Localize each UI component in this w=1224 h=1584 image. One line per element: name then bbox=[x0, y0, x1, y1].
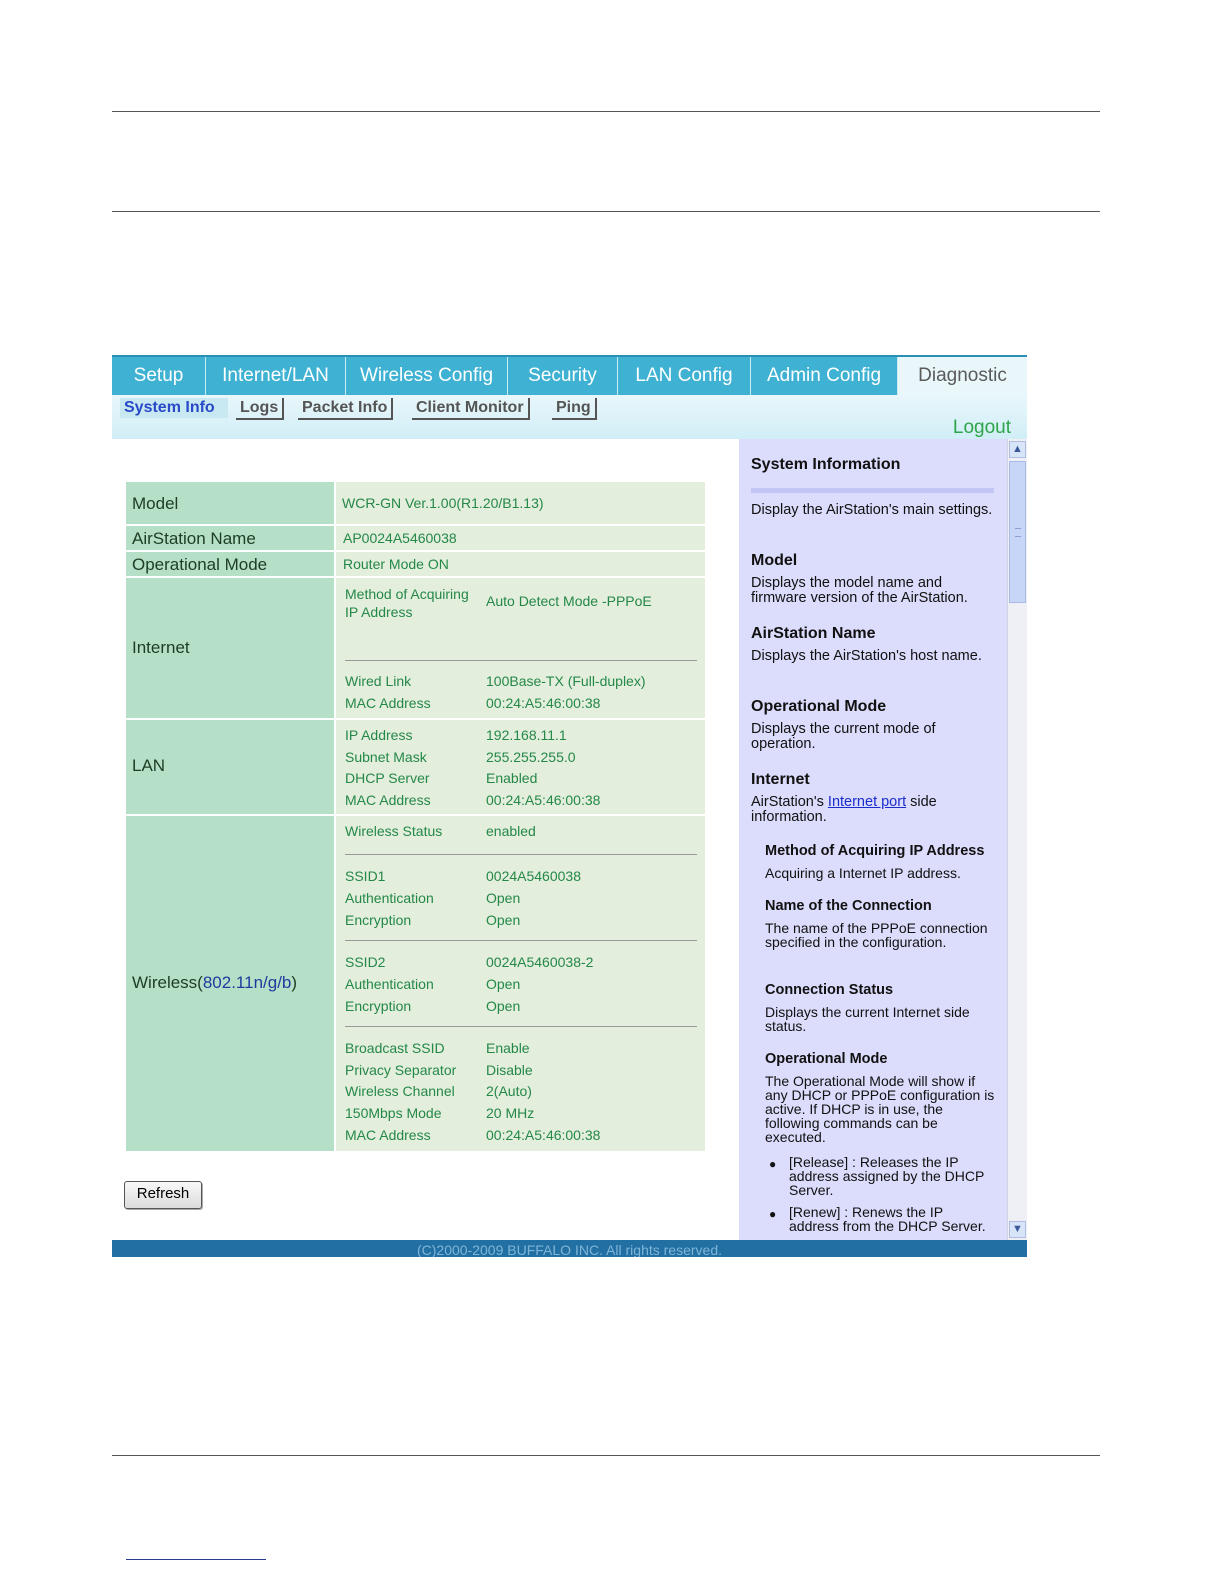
airstation-name-value: AP0024A5460038 bbox=[343, 530, 457, 546]
lan-dhcp-label: DHCP Server bbox=[345, 770, 430, 786]
airstation-name-value-cell bbox=[336, 526, 705, 550]
ssid1-auth-label: Authentication bbox=[345, 890, 434, 906]
operational-mode-label-cell bbox=[126, 552, 334, 576]
help-opmode-text: The Operational Mode will show if any DHCP or PPPoE configuration is active. If DHCP is in use, the following commands can be executed. bbox=[765, 1073, 995, 1145]
help-title: System Information bbox=[751, 456, 901, 473]
header-rule-top bbox=[112, 111, 1100, 112]
copyright-footer: (C)2000-2009 BUFFALO INC. All rights reserved. bbox=[112, 1240, 1027, 1257]
wireless-mac-value: 00:24:A5:46:00:38 bbox=[486, 1127, 601, 1143]
internet-label: Internet bbox=[132, 638, 190, 657]
wireless-label: Wireless(802.11n/g/b) bbox=[132, 973, 298, 992]
lan-mac-label: MAC Address bbox=[345, 792, 431, 808]
tab-admin-config[interactable]: Admin Config bbox=[751, 357, 898, 395]
ssid1-label: SSID1 bbox=[345, 868, 386, 884]
help-model-heading: Model bbox=[751, 552, 798, 569]
method-label: Method of Acquiring IP Address bbox=[345, 586, 469, 620]
help-renew-text: [Renew] : Renews the IP address from the DHCP Server. bbox=[789, 1204, 986, 1234]
ssid2-label: SSID2 bbox=[345, 954, 386, 970]
operational-mode-value-cell bbox=[336, 552, 705, 576]
airstation-name-label: AirStation Name bbox=[132, 529, 256, 548]
help-connection-name-text: The name of the PPPoE connection specified in the configuration. bbox=[765, 920, 988, 950]
ssid2-auth-label: Authentication bbox=[345, 976, 434, 992]
help-airstation-name-heading: AirStation Name bbox=[751, 625, 876, 642]
help-connection-name-heading: Name of the Connection bbox=[765, 898, 932, 914]
system-info-panel bbox=[112, 439, 739, 1257]
help-internet-text: AirStation's Internet port side information. bbox=[751, 794, 937, 825]
lan-ip-value: 192.168.11.1 bbox=[486, 727, 567, 743]
help-airstation-name-text: Displays the AirStation's host name. bbox=[751, 648, 982, 664]
mode-150mbps-value: 20 MHz bbox=[486, 1105, 535, 1121]
help-opmode-heading: Operational Mode bbox=[765, 1051, 888, 1067]
logout-link[interactable]: Logout bbox=[952, 417, 1011, 438]
help-title-divider bbox=[751, 488, 994, 493]
tab-wireless-config[interactable]: Wireless Config bbox=[346, 357, 508, 395]
ssid2-value: 0024A5460038-2 bbox=[486, 954, 594, 970]
internet-mac-label: MAC Address bbox=[345, 695, 431, 711]
lan-label: LAN bbox=[132, 756, 166, 775]
wireless-channel-label: Wireless Channel bbox=[345, 1083, 455, 1099]
subtab-logs[interactable]: Logs bbox=[236, 398, 284, 420]
ssid1-auth-value: Open bbox=[486, 890, 521, 906]
help-model-text: Displays the model name and firmware version of the AirStation. bbox=[751, 575, 968, 606]
router-web-ui-screenshot bbox=[112, 355, 1027, 1257]
model-label: Model bbox=[132, 494, 179, 513]
wireless-standard: 802.11n/g/b bbox=[202, 973, 292, 992]
lan-dhcp-value: Enabled bbox=[486, 770, 538, 786]
subtab-system-info[interactable]: System Info bbox=[120, 398, 228, 418]
lan-mac-value: 00:24:A5:46:00:38 bbox=[486, 792, 601, 808]
airstation-name-label-cell bbox=[126, 526, 334, 550]
wireless-divider-2 bbox=[345, 940, 697, 941]
subtab-packet-info[interactable]: Packet Info bbox=[298, 398, 393, 420]
scroll-down-icon[interactable]: ▼ bbox=[1009, 1221, 1026, 1238]
wireless-mac-label: MAC Address bbox=[345, 1127, 431, 1143]
privacy-separator-label: Privacy Separator bbox=[345, 1062, 457, 1078]
help-internet-heading: Internet bbox=[751, 771, 810, 788]
help-scrollbar[interactable] bbox=[1007, 439, 1027, 1240]
wireless-value-cell bbox=[336, 816, 705, 1151]
ssid1-value: 0024A5460038 bbox=[486, 868, 581, 884]
broadcast-ssid-label: Broadcast SSID bbox=[345, 1040, 445, 1056]
internet-divider bbox=[345, 660, 697, 661]
help-method-heading: Method of Acquiring IP Address bbox=[765, 843, 985, 859]
operational-mode-value: Router Mode ON bbox=[343, 556, 449, 572]
lan-subnet-label: Subnet Mask bbox=[345, 749, 427, 765]
help-connection-status-text: Displays the current Internet side status. bbox=[765, 1004, 970, 1034]
lan-label-cell bbox=[126, 720, 334, 814]
ssid2-enc-value: Open bbox=[486, 998, 521, 1014]
help-operational-mode-text: Displays the current mode of operation. bbox=[751, 721, 936, 752]
wireless-status-value: enabled bbox=[486, 823, 536, 839]
footer-rule bbox=[112, 1455, 1100, 1456]
broadcast-ssid-value: Enable bbox=[486, 1040, 530, 1056]
tab-internet-lan[interactable]: Internet/LAN bbox=[206, 357, 346, 395]
help-panel bbox=[739, 439, 1007, 1240]
help-method-text: Acquiring a Internet IP address. bbox=[765, 865, 961, 881]
help-release-text: [Release] : Releases the IP address assigned by the DHCP Server. bbox=[789, 1154, 985, 1198]
bullet-icon: ● bbox=[769, 1207, 777, 1221]
lan-value-cell bbox=[336, 720, 705, 814]
scroll-thumb[interactable] bbox=[1009, 461, 1026, 603]
tab-diagnostic[interactable]: Diagnostic bbox=[898, 357, 1027, 395]
model-value: WCR-GN Ver.1.00(R1.20/B1.13) bbox=[342, 495, 544, 511]
scroll-up-icon[interactable]: ▲ bbox=[1009, 441, 1026, 458]
help-operational-mode-heading: Operational Mode bbox=[751, 698, 887, 715]
privacy-separator-value: Disable bbox=[486, 1062, 533, 1078]
model-value-cell bbox=[336, 482, 705, 524]
tab-setup[interactable]: Setup bbox=[112, 357, 206, 395]
ssid2-auth-value: Open bbox=[486, 976, 521, 992]
help-connection-status-heading: Connection Status bbox=[765, 982, 894, 998]
sub-tab-bar bbox=[112, 395, 1027, 439]
mode-150mbps-label: 150Mbps Mode bbox=[345, 1105, 442, 1121]
header-rule-bottom bbox=[112, 211, 1100, 212]
main-tab-bar bbox=[112, 355, 1027, 395]
lan-subnet-value: 255.255.255.0 bbox=[486, 749, 576, 765]
ssid1-enc-label: Encryption bbox=[345, 912, 412, 928]
wireless-status-label: Wireless Status bbox=[345, 823, 443, 839]
method-value: Auto Detect Mode -PPPoE bbox=[486, 593, 652, 609]
internet-mac-value: 00:24:A5:46:00:38 bbox=[486, 695, 601, 711]
internet-label-cell bbox=[126, 578, 334, 718]
help-intro: Display the AirStation's main settings. bbox=[751, 502, 993, 518]
subtab-ping[interactable]: Ping bbox=[552, 398, 597, 420]
wireless-channel-value: 2(Auto) bbox=[486, 1083, 532, 1099]
internet-port-link[interactable]: Internet port bbox=[827, 794, 907, 810]
subtab-client-monitor[interactable]: Client Monitor bbox=[412, 398, 530, 420]
ssid1-enc-value: Open bbox=[486, 912, 521, 928]
ssid2-enc-label: Encryption bbox=[345, 998, 412, 1014]
refresh-button[interactable]: Refresh bbox=[124, 1181, 202, 1209]
wireless-divider-3 bbox=[345, 1026, 697, 1027]
footnote-rule bbox=[126, 1559, 266, 1560]
lan-ip-label: IP Address bbox=[345, 727, 413, 743]
internet-value-cell bbox=[336, 578, 705, 718]
tab-security[interactable]: Security bbox=[508, 357, 618, 395]
wireless-label-cell bbox=[126, 816, 334, 1151]
wired-link-label: Wired Link bbox=[345, 673, 412, 689]
wireless-divider-1 bbox=[345, 854, 697, 855]
model-label-cell bbox=[126, 482, 334, 524]
bullet-icon: ● bbox=[769, 1157, 777, 1171]
operational-mode-label: Operational Mode bbox=[132, 555, 268, 574]
tab-lan-config[interactable]: LAN Config bbox=[618, 357, 751, 395]
wired-link-value: 100Base-TX (Full-duplex) bbox=[486, 673, 646, 689]
